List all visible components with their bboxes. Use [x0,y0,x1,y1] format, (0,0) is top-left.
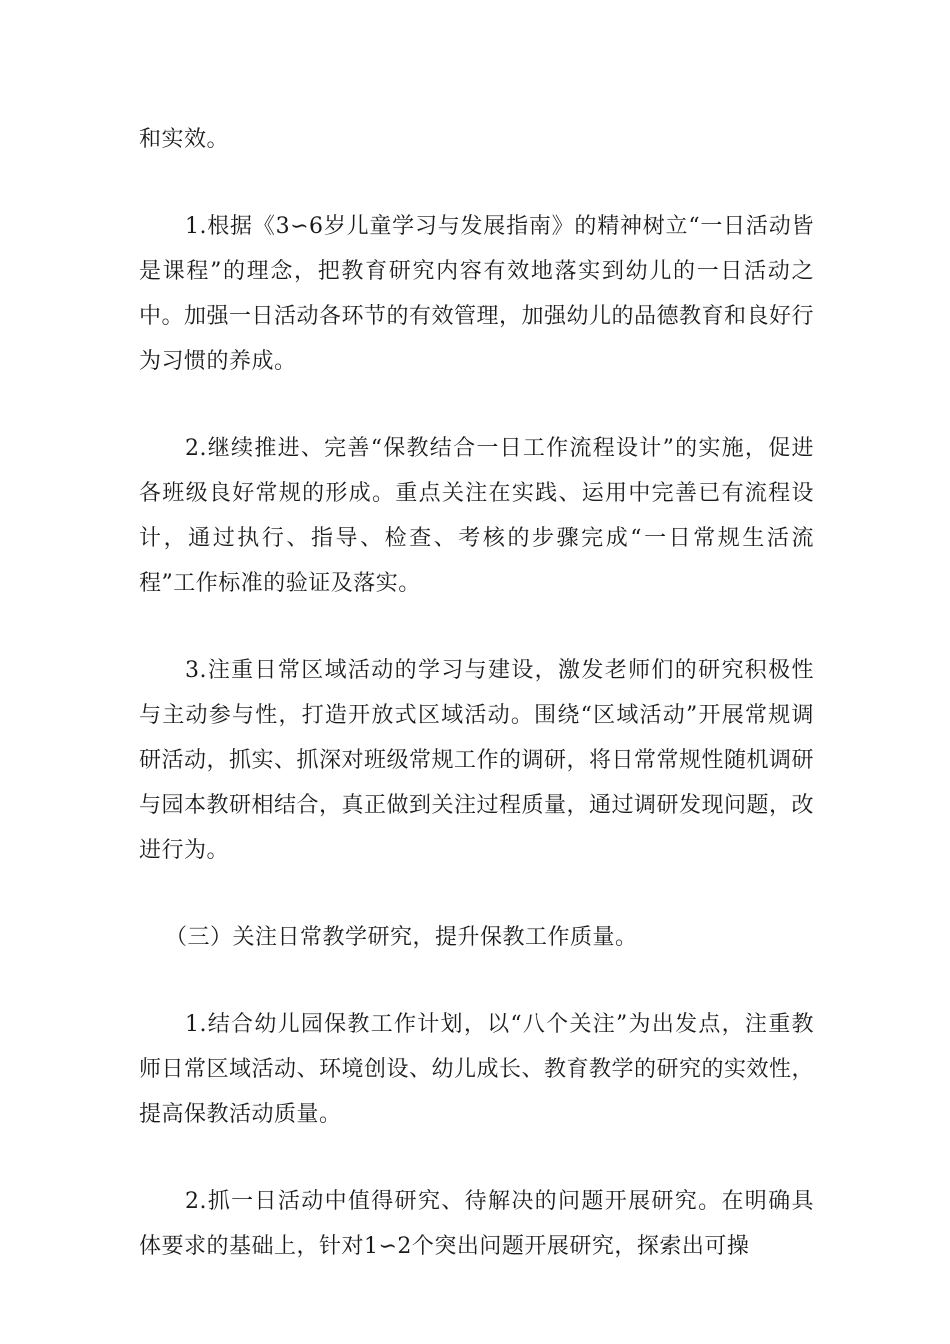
paragraph-item-1-b: 1.结合幼儿园保教工作计划，以“八个关注”为出发点，注重教师日常区域活动、环境创设、幼儿成长、教育教学的研究的实效性，提高保教活动质量。 [139,1012,815,1127]
document-body [139,117,814,1311]
paragraph-item-2-b: 2.抓一日活动中值得研究、待解决的问题开展研究。在明确具体要求的基础上，针对1∽2个突出问题开展研究，探索出可操 [139,1189,814,1259]
section-heading: （三）关注日常教学研究，提升保教工作质量。 [165,925,638,950]
paragraph-continuation: 和实效。 [139,127,230,152]
paragraph-item-3: 3.注重日常区域活动的学习与建设，激发老师们的研究积极性与主动参与性，打造开放式区域活动。围绕“区域活动”开展常规调研活动，抓实、抓深对班级常规工作的调研，将日常常规性随机调研与园本教研相结合，真正做到关注过程质量，通过调研发现问题，改进行为。 [139,658,815,863]
paragraph-item-1: 1.根据《3∽6岁儿童学习与发展指南》的精神树立“一日活动皆是课程”的理念，把教育研究内容有效地落实到幼儿的一日活动之中。加强一日活动各环节的有效管理，加强幼儿的品德教育和良好行为习惯的养成。 [139,214,815,374]
paragraph-item-2: 2.继续推进、完善“保教结合一日工作流程设计”的实施，促进各班级良好常规的形成。重点关注在实践、运用中完善已有流程设计，通过执行、指导、检查、考核的步骤完成“一日常规生活流程”工作标准的验证及落实。 [139,436,814,596]
